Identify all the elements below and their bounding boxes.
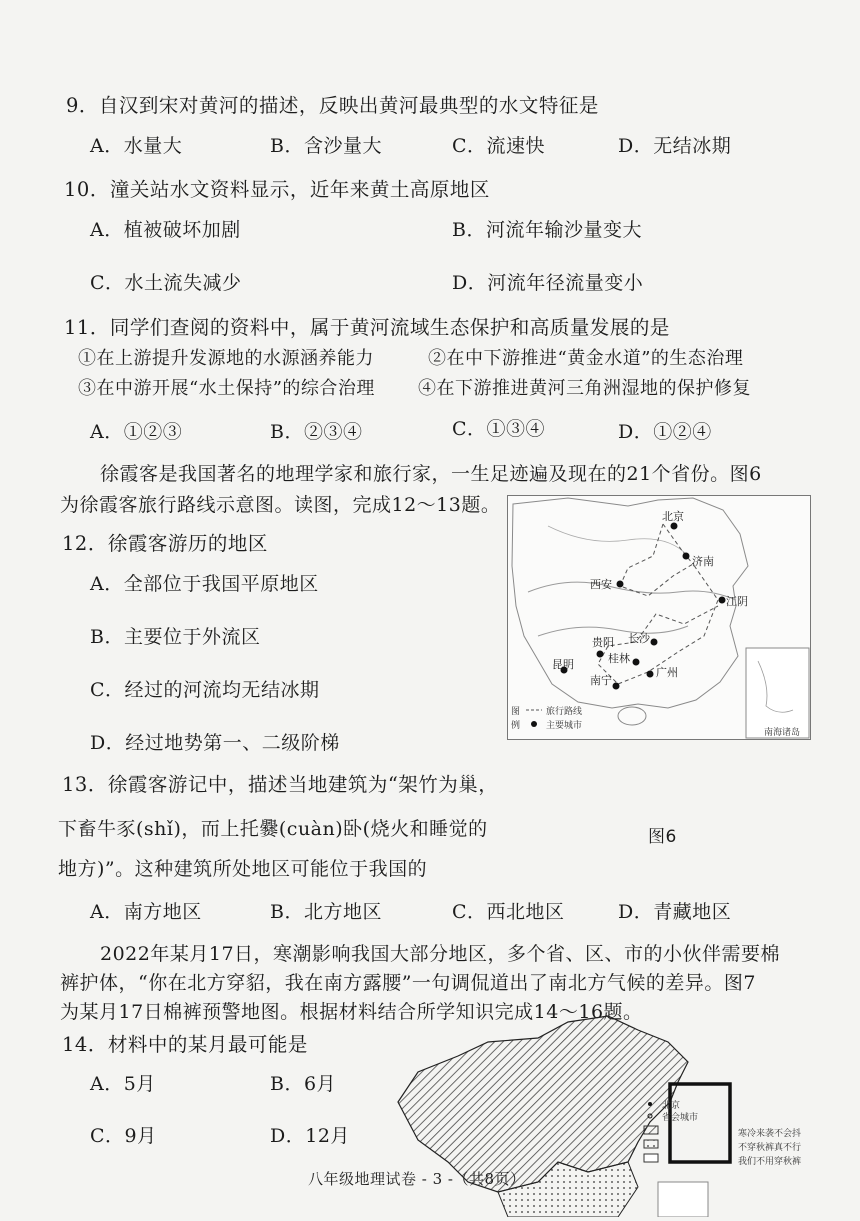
q9-option-b: B．含沙量大 <box>270 135 382 157</box>
q14-option-a: A．5月 <box>90 1073 156 1095</box>
city-label-guiyang: 贵阳 <box>592 636 614 649</box>
q12-option-b: B．主要位于外流区 <box>90 626 261 648</box>
city-label-guilin: 桂林 <box>608 652 630 665</box>
city-label-guangzhou: 广州 <box>656 666 678 679</box>
q13-option-b: B．北方地区 <box>270 901 382 923</box>
q12-option-c: C．经过的河流均无结冰期 <box>90 679 320 701</box>
legend-beijing: 北京 <box>662 1101 681 1111</box>
intro-cold-wave-line3: 为某月17日棉裤预警地图。根据材料结合所学知识完成14～16题。 <box>60 1001 643 1023</box>
legend-city: 主要城市 <box>546 721 583 731</box>
city-label-jinan: 济南 <box>692 555 714 568</box>
q13-option-d: D．青藏地区 <box>618 901 732 923</box>
q9-stem: 9．自汉到宋对黄河的描述，反映出黄河最典型的水文特征是 <box>66 94 599 117</box>
city-label-xian: 西安 <box>590 578 612 591</box>
q11-stem: 11．同学们查阅的资料中，属于黄河流域生态保护和高质量发展的是 <box>64 316 670 339</box>
city-dot-jiangyin <box>719 597 726 604</box>
q10-option-d: D．河流年径流量变小 <box>452 272 644 294</box>
q11-option-c: C．①③④ <box>452 418 546 440</box>
q10-stem: 10．潼关站水文资料显示，近年来黄土高原地区 <box>64 178 490 201</box>
city-dot-xian <box>617 581 624 588</box>
city-dot-jinan <box>683 553 690 560</box>
q11-statement-3: ③在中游开展“水土保持”的综合治理 <box>78 378 375 399</box>
q12-stem: 12．徐霞客游历的地区 <box>62 532 268 555</box>
city-label-jiangyin: 江阴 <box>726 595 748 608</box>
q14-option-b: B．6月 <box>270 1073 337 1095</box>
q10-option-a: A．植被破坏加剧 <box>90 219 241 241</box>
city-dot-guiyang <box>597 651 604 658</box>
q10-option-b: B．河流年输沙量变大 <box>452 219 642 241</box>
intro-cold-wave-line2: 裤护体，“你在北方穿貂，我在南方露腰”一句调侃道出了南北方气候的差异。图7 <box>60 972 757 994</box>
city-dot-nanning <box>613 683 620 690</box>
legend-provincial-capital: 省会城市 <box>662 1113 699 1123</box>
legend-route: 旅行路线 <box>546 707 583 717</box>
city-label-changsha: 长沙 <box>628 632 650 645</box>
q10-option-c: C．水土流失减少 <box>90 272 242 294</box>
q12-option-a: A．全部位于我国平原地区 <box>90 573 319 595</box>
page-footer: 八年级地理试卷 - 3 -（共8页） <box>308 1170 526 1188</box>
figure-6-caption: 图6 <box>648 827 677 847</box>
city-dot-changsha <box>651 639 658 646</box>
q9-option-a: A．水量大 <box>90 135 183 157</box>
q11-statement-1: ①在上游提升发源地的水源涵养能力 <box>78 348 374 369</box>
q12-option-d: D．经过地势第一、二级阶梯 <box>90 732 340 754</box>
intro-xuxiake-line2: 为徐霞客旅行路线示意图。读图，完成12～13题。 <box>60 494 501 516</box>
route-map-drawing <box>508 496 810 739</box>
figure-6-route-map <box>507 495 811 740</box>
q13-stem-line2: 下畜牛豕(shǐ)，而上托爨(cuàn)卧(烧火和睡觉的 <box>58 818 488 840</box>
q11-statement-2: ②在中下游推进“黄金水道”的生态治理 <box>428 348 744 369</box>
q9-option-c: C．流速快 <box>452 135 546 157</box>
q11-option-b: B．②③④ <box>270 421 363 443</box>
q14-stem: 14．材料中的某月最可能是 <box>62 1033 308 1056</box>
q14-option-d: D．12月 <box>270 1125 350 1147</box>
legend-title-tu: 图 <box>511 707 521 717</box>
city-label-nanning: 南宁 <box>590 674 612 687</box>
city-dot-guilin <box>633 659 640 666</box>
legend-no-long-johns: 我们不用穿秋裤 <box>738 1157 802 1167</box>
legend-cold-not-shaking: 寒冷来袭不会抖 <box>738 1129 802 1139</box>
legend-title-li: 例 <box>511 721 521 731</box>
q13-stem-line3: 地方)”。这种建筑所处地区可能位于我国的 <box>58 858 428 880</box>
city-dot-guangzhou <box>647 671 654 678</box>
city-label-kunming: 昆明 <box>552 658 574 671</box>
intro-cold-wave-line1: 2022年某月17日，寒潮影响我国大部分地区，多个省、区、市的小伙伴需要棉 <box>100 943 781 965</box>
inset-label-nanhai: 南海诸岛 <box>764 728 801 738</box>
q13-option-a: A．南方地区 <box>90 901 202 923</box>
q11-option-a: A．①②③ <box>90 421 183 443</box>
intro-xuxiake-line1: 徐霞客是我国著名的地理学家和旅行家，一生足迹遍及现在的21个省份。图6 <box>100 463 762 485</box>
q13-stem-line1: 13．徐霞客游记中，描述当地建筑为“架竹为巢， <box>62 773 499 796</box>
legend-need-long-johns: 不穿秋裤真不行 <box>738 1143 802 1153</box>
q13-option-c: C．西北地区 <box>452 901 565 923</box>
q11-statement-4: ④在下游推进黄河三角洲湿地的保护修复 <box>418 378 751 399</box>
city-label-beijing: 北京 <box>662 510 684 523</box>
q11-option-d: D．①②④ <box>618 421 712 443</box>
q14-option-c: C．9月 <box>90 1125 157 1147</box>
q9-option-d: D．无结冰期 <box>618 135 732 157</box>
